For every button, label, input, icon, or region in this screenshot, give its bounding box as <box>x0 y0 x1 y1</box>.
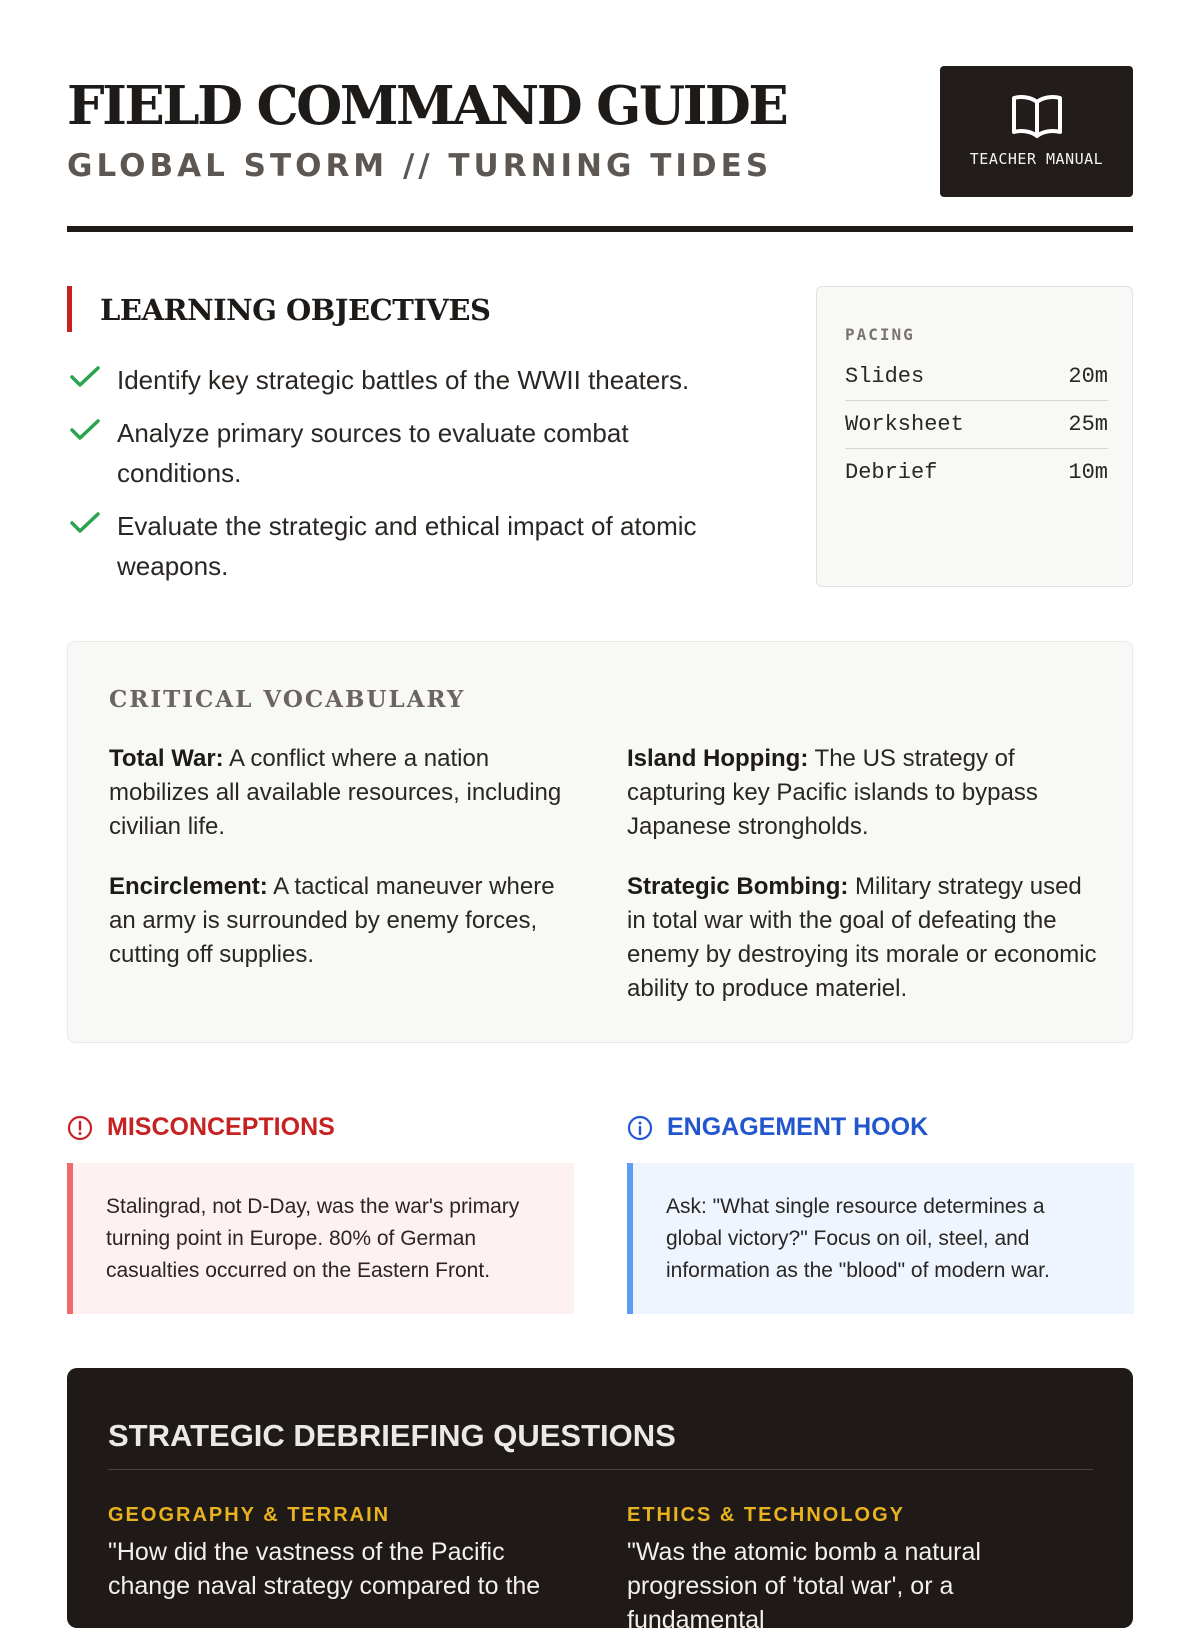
vocabulary-term: Strategic Bombing: <box>627 873 849 900</box>
question-category: GEOGRAPHY & TERRAIN <box>108 1504 391 1526</box>
debrief-question-card <box>108 1504 578 1603</box>
vocabulary-term: Encirclement: <box>109 873 268 900</box>
engagement-hook-callout: Ask: "What single resource determines a global victory?" Focus on oil, steel, and information as the "blood" of modern war. <box>627 1163 1134 1314</box>
checkmark-icon <box>69 417 101 443</box>
alert-circle-icon <box>67 1115 93 1141</box>
pacing-duration: 10m <box>1068 460 1108 485</box>
pacing-row <box>845 401 1108 449</box>
objective-item <box>67 506 757 586</box>
vocabulary-item <box>109 870 579 1006</box>
engagement-hook-title: ENGAGEMENT HOOK <box>667 1113 929 1141</box>
vocabulary-title: CRITICAL VOCABULARY <box>109 686 466 713</box>
critical-vocabulary-section <box>67 641 1133 1043</box>
page-subtitle: GLOBAL STORM // TURNING TIDES <box>67 148 773 184</box>
pacing-card <box>816 286 1133 587</box>
debriefing-divider <box>108 1469 1093 1470</box>
vocabulary-definition: Military strategy used in total war with the goal of defeating the enemy by destroying its morale or economic ability to produce materiel. <box>627 873 1097 1002</box>
question-text: "How did the vastness of the Pacific change naval strategy compared to the <box>108 1538 541 1600</box>
open-book-icon <box>1011 94 1063 140</box>
vocabulary-definition: The US strategy of capturing key Pacific islands to bypass Japanese strongholds. <box>627 745 1038 840</box>
pacing-label: PACING <box>845 325 915 344</box>
learning-objectives-title: LEARNING OBJECTIVES <box>100 293 491 327</box>
vocabulary-term: Island Hopping: <box>627 745 809 772</box>
vocabulary-grid <box>109 742 1097 1006</box>
page-header <box>67 66 1133 232</box>
pacing-activity: Worksheet <box>845 412 964 437</box>
page-title: FIELD COMMAND GUIDE <box>67 75 787 137</box>
pacing-activity: Debrief <box>845 460 938 485</box>
debriefing-title: STRATEGIC DEBRIEFING QUESTIONS <box>108 1418 676 1453</box>
pacing-duration: 20m <box>1068 364 1108 389</box>
debriefing-questions-section <box>67 1368 1133 1634</box>
objective-text: Analyze primary sources to evaluate combat conditions. <box>117 418 629 488</box>
pacing-row <box>845 449 1108 497</box>
pacing-duration: 25m <box>1068 412 1108 437</box>
section-accent-bar <box>67 286 72 332</box>
vocabulary-item <box>627 870 1097 1006</box>
objectives-list <box>67 360 757 599</box>
vocabulary-item <box>109 742 579 844</box>
debrief-question-card <box>627 1504 1097 1637</box>
checkmark-icon <box>69 364 101 390</box>
vocabulary-item <box>627 742 1097 844</box>
misconceptions-callout: Stalingrad, not D-Day, was the war's primary turning point in Europe. 80% of German casualties occurred on the Eastern Front. <box>67 1163 574 1314</box>
header-divider <box>67 226 1133 232</box>
objective-item <box>67 413 757 493</box>
misconceptions-title: MISCONCEPTIONS <box>107 1113 335 1141</box>
pacing-row <box>845 353 1108 401</box>
info-circle-icon <box>627 1115 653 1141</box>
objective-item <box>67 360 757 400</box>
checkmark-icon <box>69 510 101 536</box>
teacher-manual-badge <box>940 66 1133 197</box>
vocabulary-definition: A tactical maneuver where an army is surrounded by enemy forces, cutting off supplies. <box>109 873 555 968</box>
vocabulary-definition: A conflict where a nation mobilizes all available resources, including civilian life. <box>109 745 562 840</box>
question-category: ETHICS & TECHNOLOGY <box>627 1504 906 1526</box>
objective-text: Evaluate the strategic and ethical impact of atomic weapons. <box>117 511 697 581</box>
question-text: "Was the atomic bomb a natural progression of 'total war', or a fundamental <box>627 1538 981 1634</box>
teacher-manual-label: TEACHER MANUAL <box>969 150 1104 168</box>
objective-text: Identify key strategic battles of the WWII theaters. <box>117 365 690 395</box>
pacing-activity: Slides <box>845 364 925 389</box>
vocabulary-term: Total War: <box>109 745 224 772</box>
pacing-table <box>845 353 1108 497</box>
